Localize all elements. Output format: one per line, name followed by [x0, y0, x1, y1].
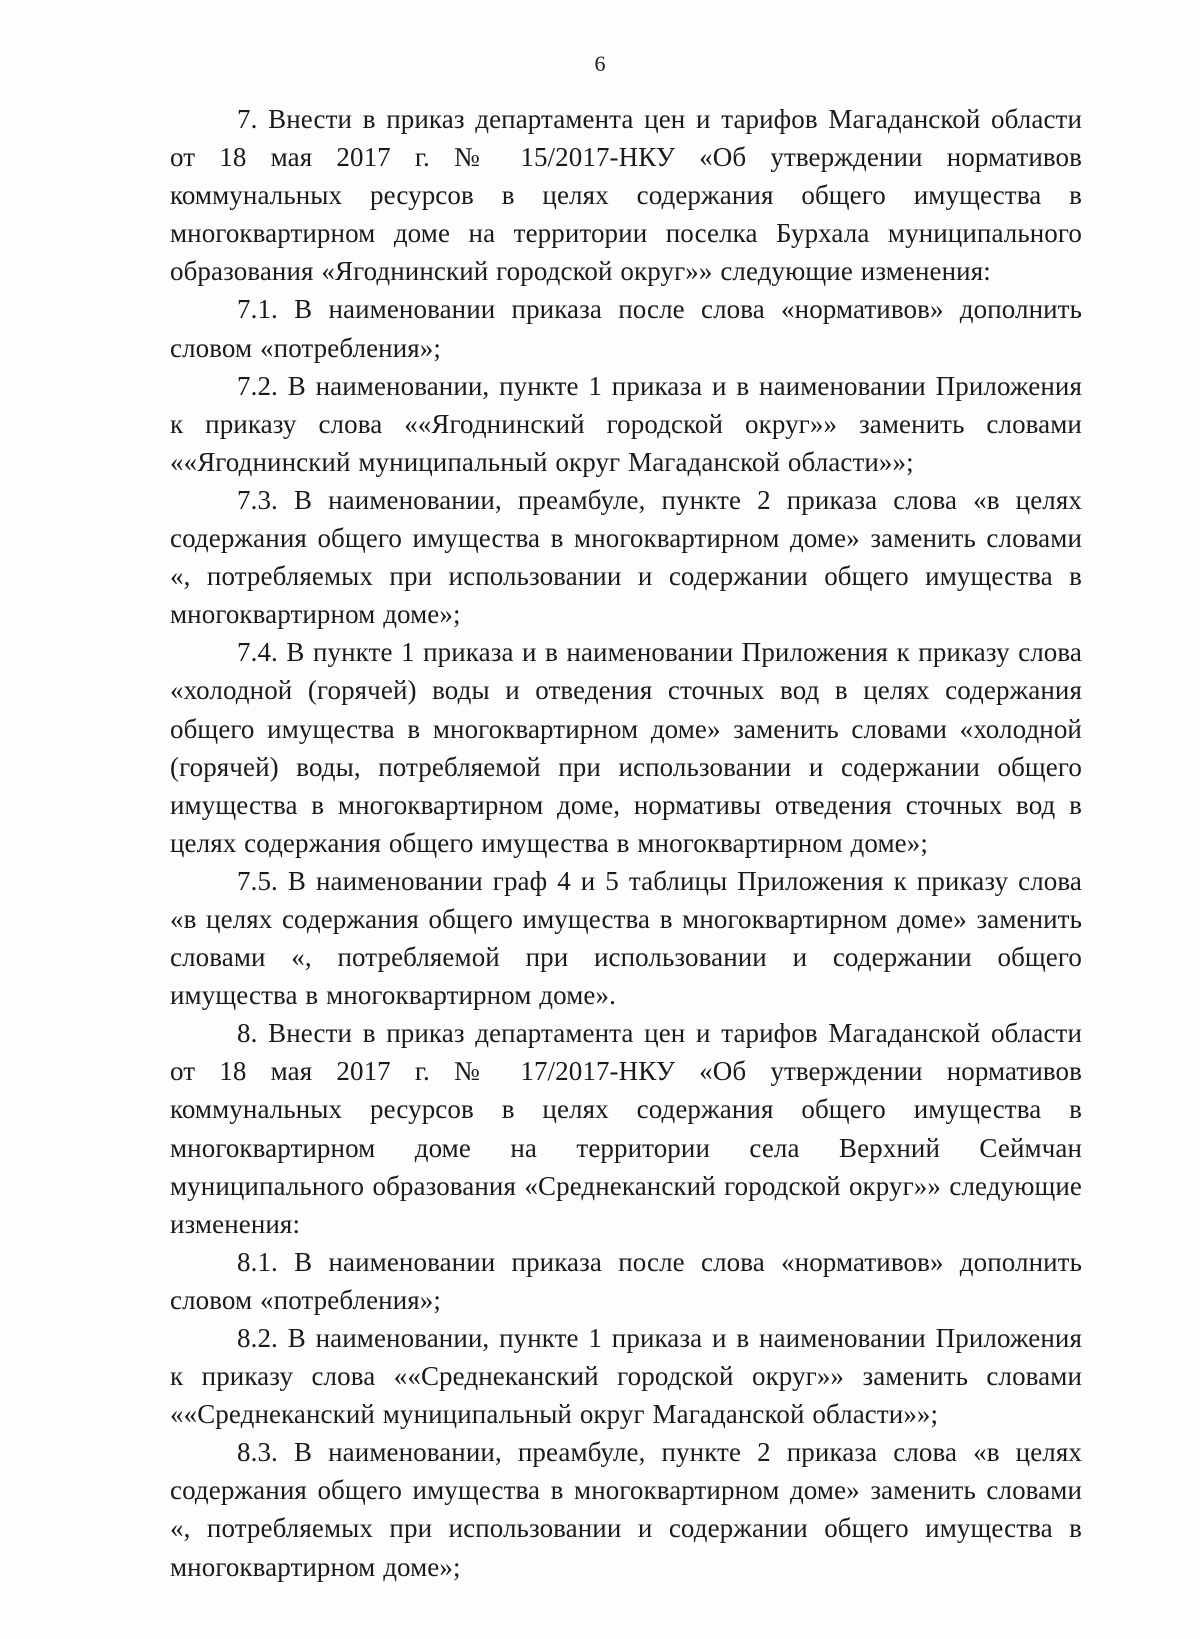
document-body: [170, 100, 1082, 1586]
paragraph-7-4: 7.4. В пункте 1 приказа и в наименовании Приложения к приказу слова «холодной (горячей) воды и отведения сточных вод в целях содержания общего имущества в многоквартирном доме» заменить словами «холодной (горячей) воды, потребляемой при использовании и содержании общего имущества в многоквартирном доме, нормативы отведения сточных вод в целях содержания общего имущества в многоквартирном доме»;: [170, 637, 1082, 858]
paragraph-7-1: 7.1. В наименовании приказа после слова «нормативов» дополнить словом «потребления»;: [170, 294, 1082, 363]
paragraph-7: 7. Внести в приказ департамента цен и тарифов Магаданской области от 18 мая 2017 г. № 15/2017-НКУ «Об утверждении нормативов коммунальных ресурсов в целях содержания общего имущества в многоквартирном доме на территории поселка Бурхала муниципального образования «Ягоднинский городской округ»» следующие изменения:: [170, 104, 1082, 287]
paragraph-7-2: 7.2. В наименовании, пункте 1 приказа и в наименовании Приложения к приказу слова ««Ягоднинский городской округ»» заменить словами ««Ягоднинский муниципальный округ Магаданской области»»;: [170, 370, 1082, 477]
paragraph-8-3: 8.3. В наименовании, преамбуле, пункте 2 приказа слова «в целях содержания общего имущества в многоквартирном доме» заменить словами «, потребляемых при использовании и содержании общего имущества в многоквартирном доме»;: [170, 1437, 1082, 1582]
page-number: 6: [594, 51, 606, 76]
paragraph-8-1: 8.1. В наименовании приказа после слова «нормативов» дополнить словом «потребления»;: [170, 1246, 1082, 1315]
paragraph-7-3: 7.3. В наименовании, преамбуле, пункте 2 приказа слова «в целях содержания общего имущества в многоквартирном доме» заменить словами «, потребляемых при использовании и содержании общего имущества в многоквартирном доме»;: [170, 484, 1082, 630]
paragraph-8-2: 8.2. В наименовании, пункте 1 приказа и в наименовании Приложения к приказу слова ««Среднеканский городской округ»» заменить словами ««Среднеканский муниципальный округ Магаданской области»»;: [170, 1323, 1082, 1430]
paragraph-7-5: 7.5. В наименовании граф 4 и 5 таблицы Приложения к приказу слова «в целях содержания общего имущества в многоквартирном доме» заменить словами «, потребляемой при использовании и содержании общего имущества в многоквартирном доме».: [170, 865, 1082, 1011]
paragraph-8: 8. Внести в приказ департамента цен и тарифов Магаданской области от 18 мая 2017 г. № 17/2017-НКУ «Об утверждении нормативов коммунальных ресурсов в целях содержания общего имущества в многоквартирном доме на территории села Верхний Сеймчан муниципального образования «Среднеканский городской округ»» следующие изменения:: [170, 1018, 1082, 1239]
